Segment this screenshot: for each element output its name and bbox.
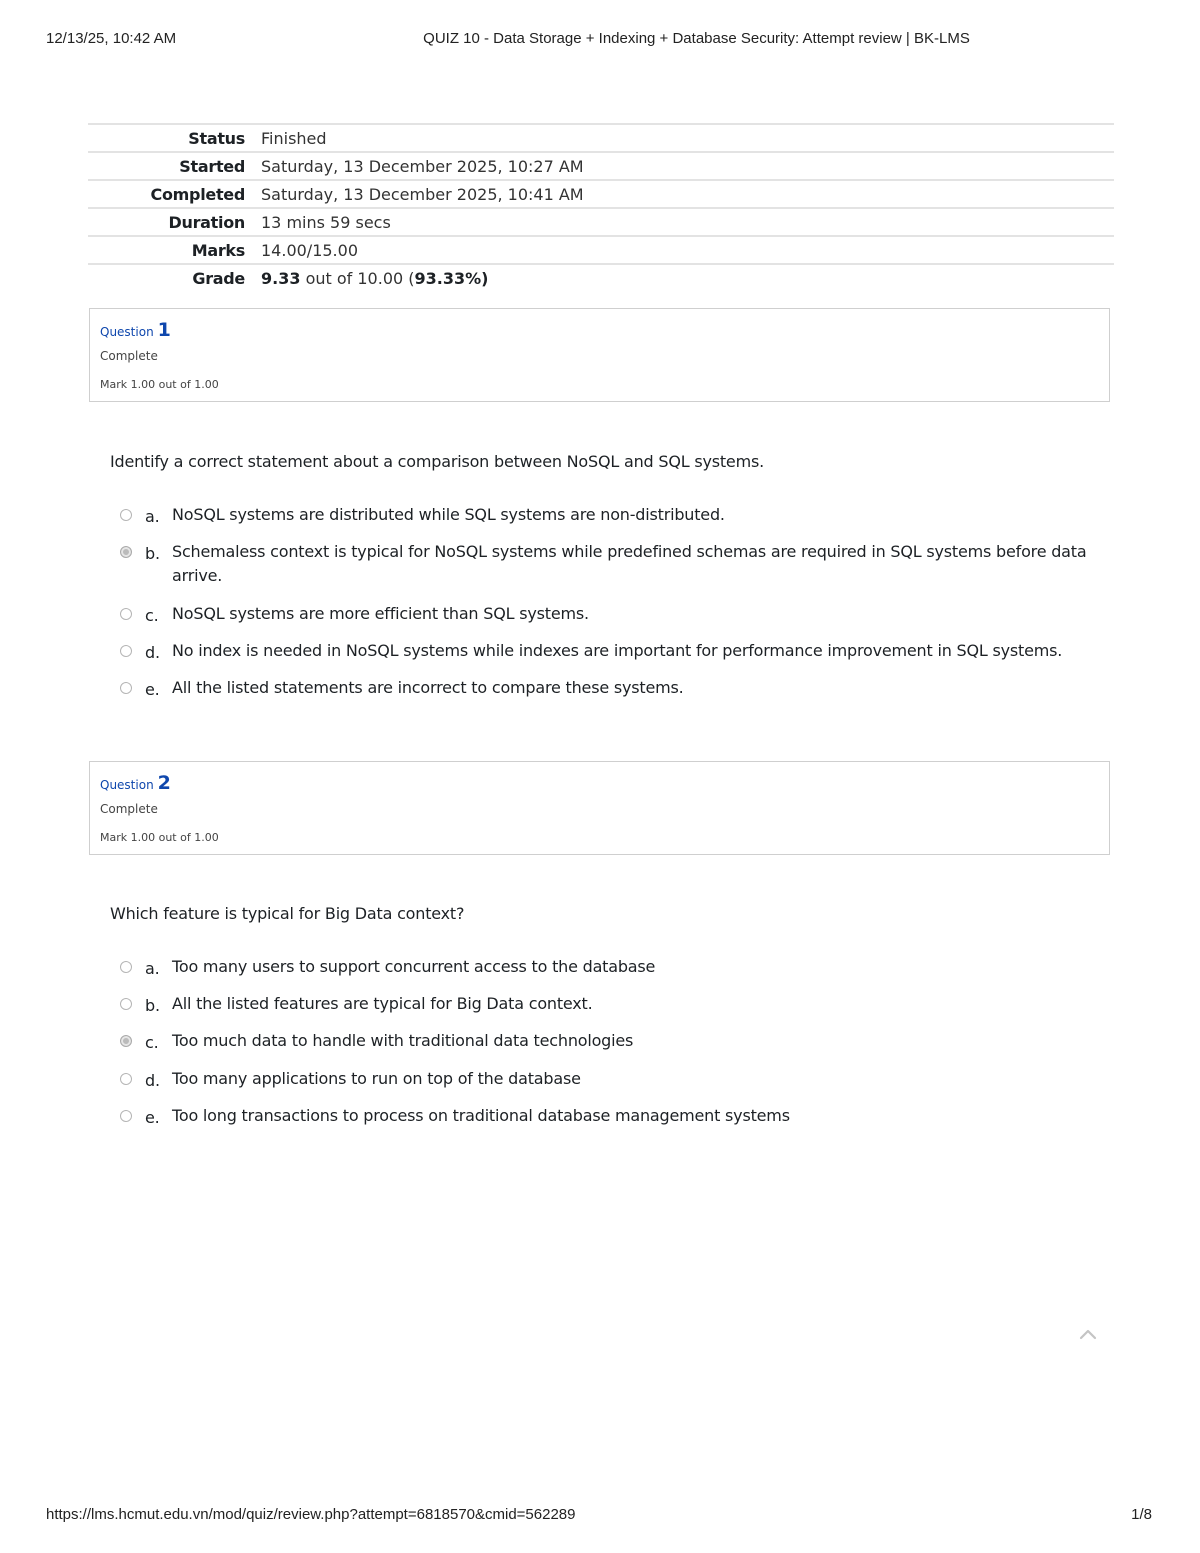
grade-score: 9.33 [261, 268, 301, 288]
radio-button[interactable] [120, 682, 132, 694]
radio-button-selected[interactable] [120, 1035, 132, 1047]
answer-text: Too long transactions to process on traditional database management systems [172, 1106, 790, 1125]
answer-letter: c. [145, 1033, 159, 1052]
grade-label: Grade [88, 264, 261, 291]
answer-text: NoSQL systems are distributed while SQL systems are non-distributed. [172, 505, 725, 524]
duration-label: Duration [88, 208, 261, 236]
answer-letter: a. [145, 959, 160, 978]
back-to-top-button[interactable] [1078, 1324, 1098, 1344]
print-url: https://lms.hcmut.edu.vn/mod/quiz/review.php?attempt=6818570&cmid=562289 [46, 1506, 576, 1523]
print-footer [0, 1506, 1200, 1526]
completed-value: Saturday, 13 December 2025, 10:41 AM [261, 180, 1114, 208]
answer-letter: d. [145, 643, 160, 662]
radio-button-selected[interactable] [120, 546, 132, 558]
summary-row-started [88, 152, 1114, 180]
question-1-info [89, 308, 1110, 402]
print-header [0, 28, 1200, 50]
question-label: Question [100, 778, 154, 792]
answer-text: NoSQL systems are more efficient than SQL systems. [172, 604, 589, 623]
grade-percent: 93.33 [414, 268, 466, 288]
duration-value: 13 mins 59 secs [261, 208, 1114, 236]
radio-button[interactable] [120, 1110, 132, 1122]
answer-text: Too many applications to run on top of the database [172, 1069, 581, 1088]
chevron-up-icon [1078, 1324, 1098, 1344]
answer-text: Schemaless context is typical for NoSQL systems while predefined schemas are required in SQL systems before data arrive. [172, 542, 1087, 585]
answer-text: All the listed statements are incorrect to compare these systems. [172, 678, 684, 697]
answer-letter: e. [145, 1108, 160, 1127]
question-grade: Mark 1.00 out of 1.00 [100, 831, 219, 844]
question-2-text: Which feature is typical for Big Data context? [110, 904, 465, 923]
answer-letter: b. [145, 996, 160, 1015]
print-date: 12/13/25, 10:42 AM [46, 30, 177, 47]
question-number [100, 319, 171, 341]
answer-text: Too much data to handle with traditional data technologies [172, 1031, 634, 1050]
summary-row-grade [88, 264, 1114, 291]
status-value: Finished [261, 124, 1114, 152]
answer-letter: e. [145, 680, 160, 699]
radio-button[interactable] [120, 998, 132, 1010]
question-state: Complete [100, 802, 158, 816]
grade-out-of: out of 10.00 ( [300, 268, 415, 288]
marks-value: 14.00/15.00 [261, 236, 1114, 264]
print-page-number: 1/8 [1131, 1506, 1152, 1523]
radio-button[interactable] [120, 1073, 132, 1085]
question-num: 2 [157, 772, 171, 794]
attempt-summary-table [88, 123, 1114, 291]
answer-text: All the listed features are typical for Big Data context. [172, 994, 593, 1013]
started-label: Started [88, 152, 261, 180]
answer-letter: c. [145, 606, 159, 625]
answer-letter: d. [145, 1071, 160, 1090]
question-label: Question [100, 325, 154, 339]
summary-row-duration [88, 208, 1114, 236]
radio-button[interactable] [120, 608, 132, 620]
question-grade: Mark 1.00 out of 1.00 [100, 378, 219, 391]
summary-row-status [88, 124, 1114, 152]
grade-value [261, 264, 1114, 291]
status-label: Status [88, 124, 261, 152]
completed-label: Completed [88, 180, 261, 208]
print-title: QUIZ 10 - Data Storage + Indexing + Database Security: Attempt review | BK-LMS [423, 30, 970, 47]
marks-label: Marks [88, 236, 261, 264]
answer-letter: b. [145, 544, 160, 563]
question-state: Complete [100, 349, 158, 363]
answer-letter: a. [145, 507, 160, 526]
radio-button[interactable] [120, 509, 132, 521]
radio-button[interactable] [120, 645, 132, 657]
radio-button[interactable] [120, 961, 132, 973]
question-2-info [89, 761, 1110, 855]
question-num: 1 [157, 319, 171, 341]
started-value: Saturday, 13 December 2025, 10:27 AM [261, 152, 1114, 180]
question-number [100, 772, 171, 794]
grade-percent-sign: %) [465, 268, 489, 288]
summary-row-completed [88, 180, 1114, 208]
question-1-text: Identify a correct statement about a comparison between NoSQL and SQL systems. [110, 452, 764, 471]
answer-text: Too many users to support concurrent access to the database [172, 957, 656, 976]
summary-row-marks [88, 236, 1114, 264]
answer-text: No index is needed in NoSQL systems while indexes are important for performance improvement in SQL systems. [172, 641, 1063, 660]
